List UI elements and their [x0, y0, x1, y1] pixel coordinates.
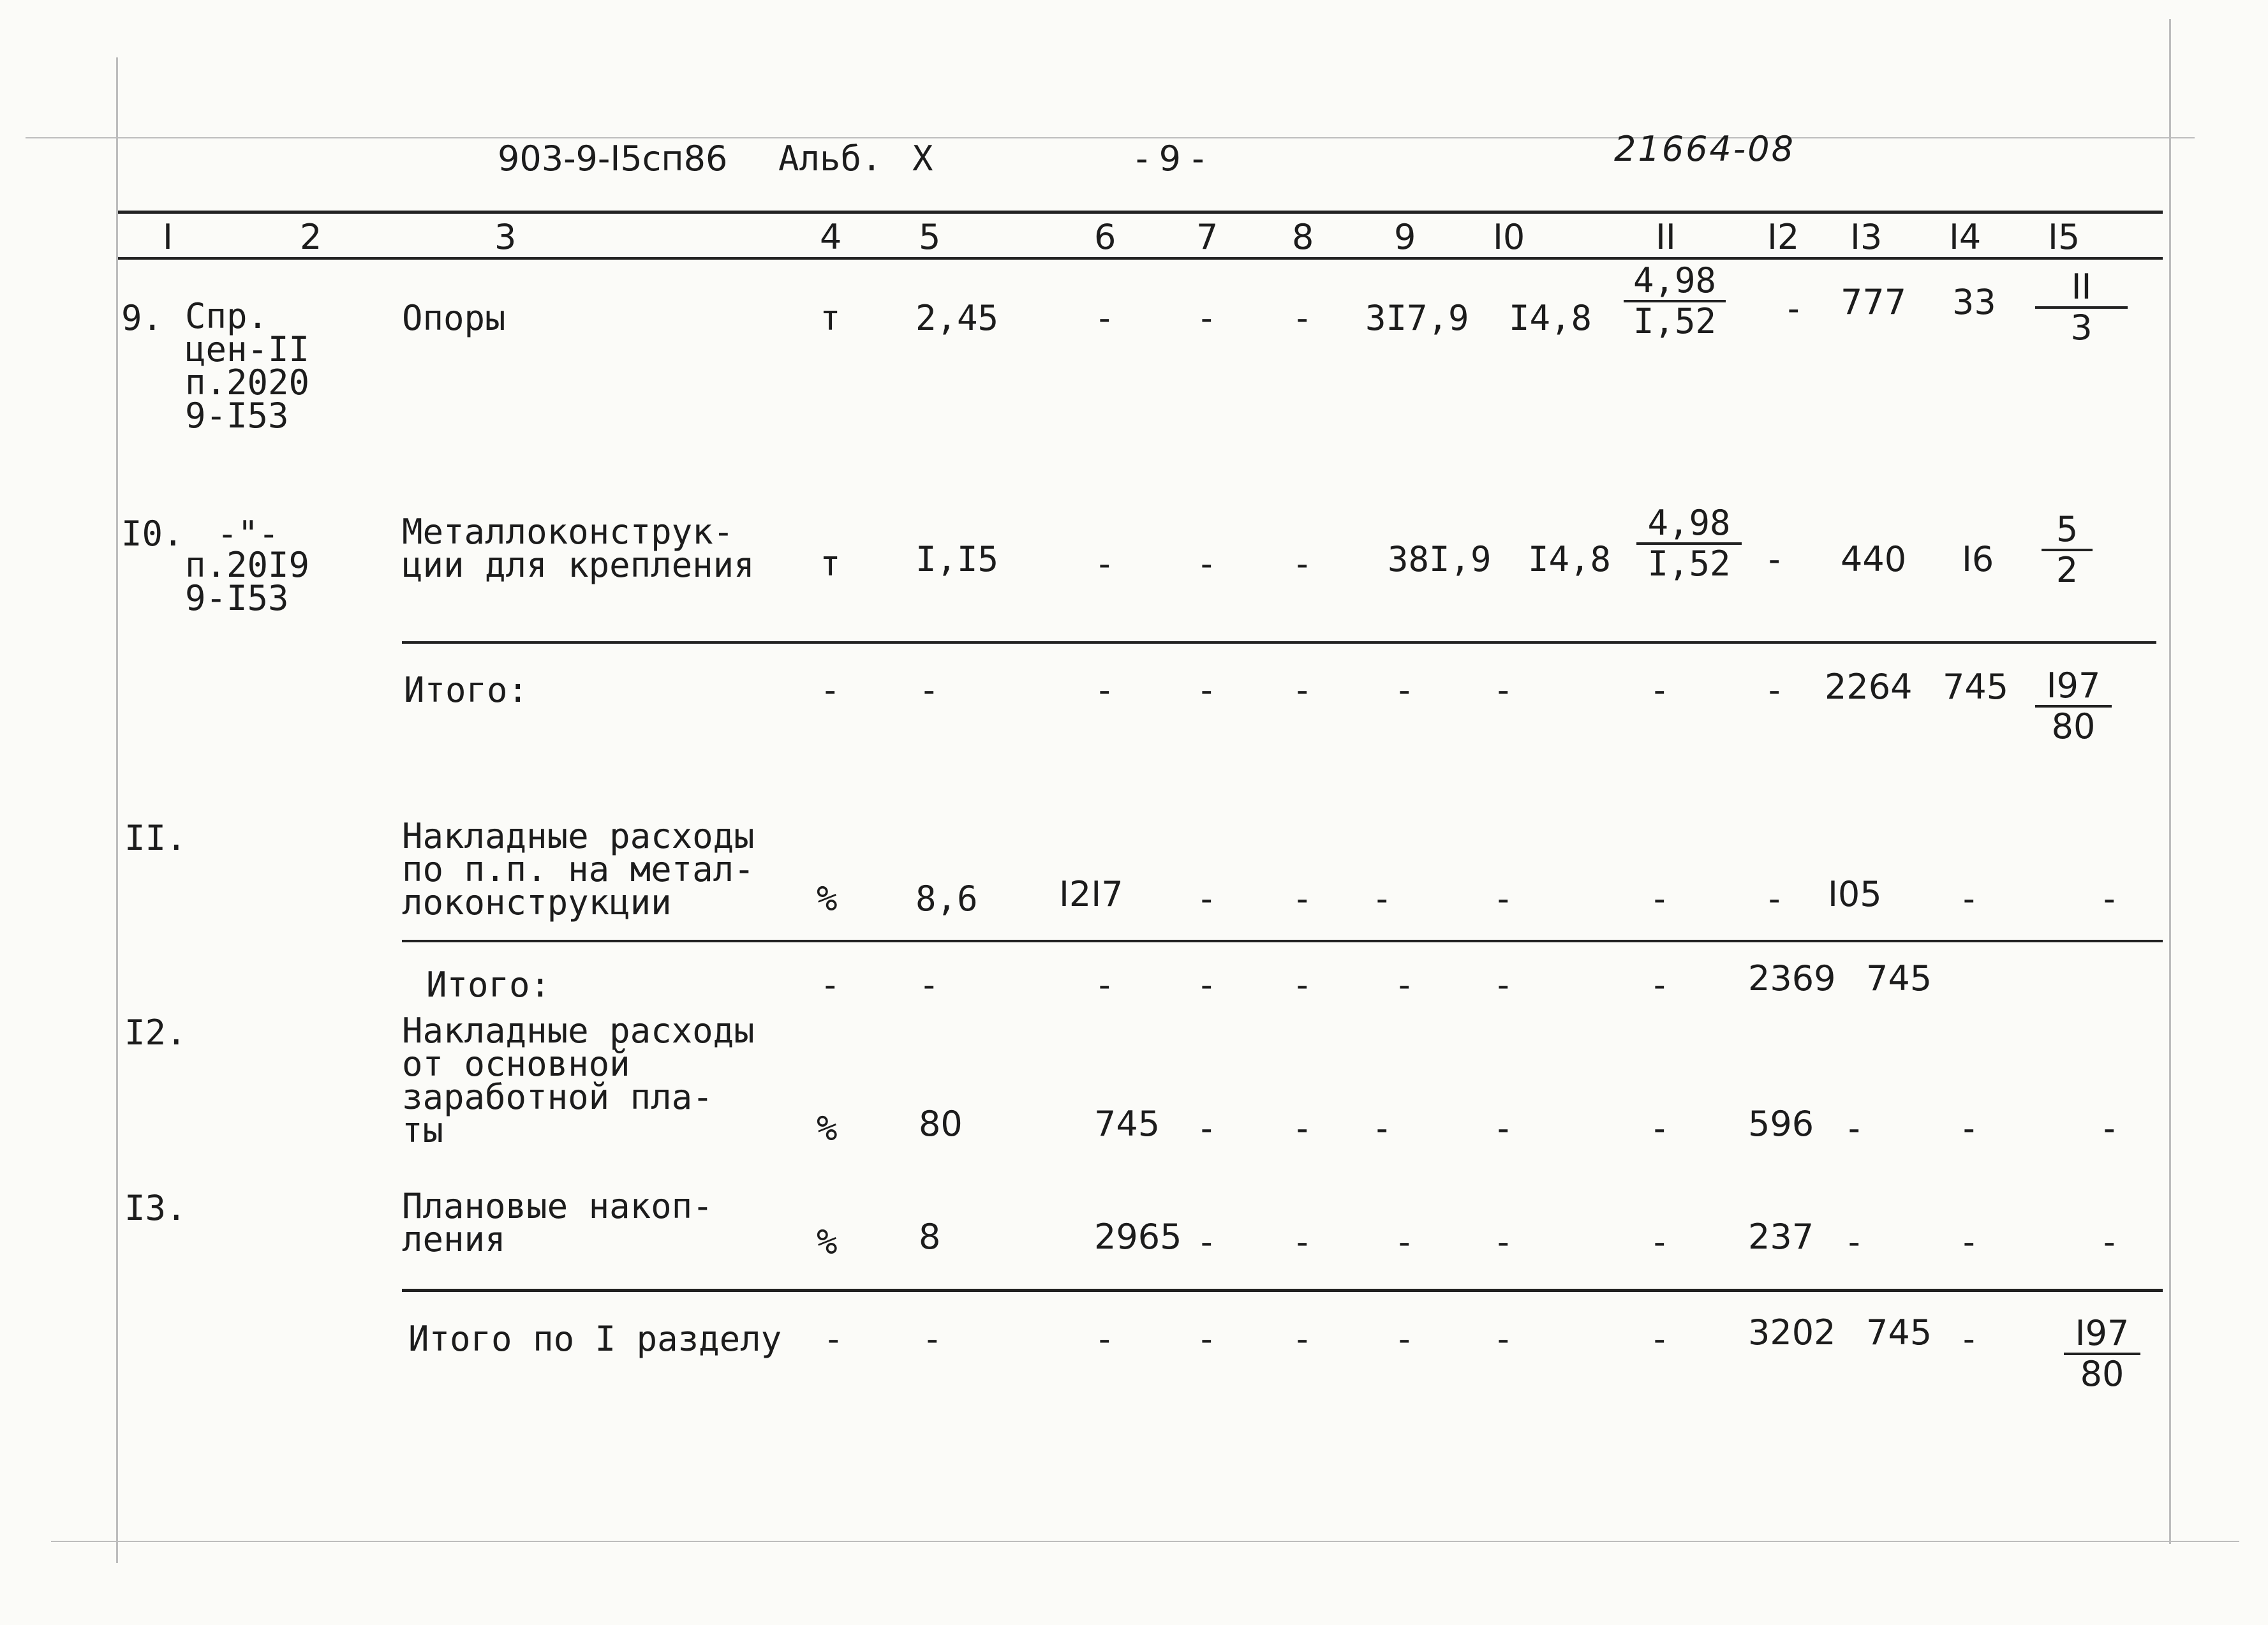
- cell-6: I2I7: [1059, 874, 1123, 914]
- cell-12: -: [1764, 670, 1785, 710]
- cell-5: -: [919, 670, 940, 710]
- cell-13: -: [1844, 1108, 1865, 1148]
- section-total-label: Итого по I разделу: [408, 1319, 782, 1359]
- cell-7: -: [1196, 1319, 1217, 1359]
- item-name: Накладные расходы от основной заработной пла- ты: [402, 1011, 755, 1150]
- fraction-denominator: 80: [2051, 706, 2096, 746]
- cell-14: -: [1959, 879, 1980, 919]
- unit: т: [820, 298, 841, 338]
- cell-8: -: [1292, 1319, 1313, 1359]
- rate: 80: [919, 1104, 963, 1144]
- price-reference: Спр. цен-II п.2020 9-I53: [185, 296, 310, 436]
- cell-7: -: [1196, 879, 1217, 919]
- cell-9: -: [1394, 965, 1415, 1005]
- cell-4: -: [820, 670, 841, 710]
- col-9: 9: [1394, 217, 1416, 257]
- cell-10: -: [1493, 879, 1514, 919]
- cell-13: 440: [1841, 539, 1907, 579]
- subtotal-rule-2: [402, 940, 2163, 942]
- cell-10: -: [1493, 1108, 1514, 1148]
- col-11: II: [1656, 217, 1676, 257]
- cell-14: 745: [1943, 667, 2009, 707]
- fraction-numerator: II: [2035, 268, 2128, 309]
- cell-12: -: [1764, 539, 1785, 579]
- cell-14: I6: [1962, 539, 1994, 579]
- cell-8: -: [1292, 879, 1313, 919]
- right-margin-line: [2169, 19, 2171, 1544]
- cell-4: -: [823, 1319, 844, 1359]
- subtotal-label: Итого:: [426, 965, 551, 1005]
- fraction-numerator: I97: [2035, 667, 2112, 708]
- row-number: I3.: [124, 1188, 187, 1228]
- price-reference: п.20I9 9-I53: [185, 545, 310, 618]
- inventory-number: 21664-08: [1614, 129, 1795, 169]
- album-label: Альб.: [778, 138, 882, 179]
- fraction-numerator: 5: [2042, 510, 2093, 551]
- cell-13: 745: [1866, 1312, 1932, 1353]
- cell-5: -: [919, 965, 940, 1005]
- quantity: 2,45: [915, 298, 999, 338]
- cell-9: 3I7,9: [1365, 298, 1469, 338]
- cell-9: -: [1372, 879, 1393, 919]
- left-margin-line: [116, 57, 118, 1563]
- unit: т: [820, 544, 841, 584]
- cell-7: -: [1196, 1108, 1217, 1148]
- cell-11: -: [1649, 670, 1670, 710]
- col-13: I3: [1850, 217, 1883, 257]
- col-10: I0: [1493, 217, 1525, 257]
- cell-15-fraction: [2064, 1314, 2140, 1393]
- col-12: I2: [1767, 217, 1800, 257]
- unit: %: [817, 1222, 838, 1262]
- cell-6: 2965: [1094, 1217, 1182, 1257]
- col-8: 8: [1292, 217, 1314, 257]
- cell-10: -: [1493, 1222, 1514, 1262]
- unit: %: [817, 1108, 838, 1148]
- cell-9: 38I,9: [1388, 539, 1492, 579]
- row-number: 9.: [121, 298, 163, 338]
- cell-14: -: [1959, 1108, 1980, 1148]
- cell-15: -: [2099, 1222, 2120, 1262]
- col-7: 7: [1196, 217, 1219, 257]
- cell-12: -: [1764, 879, 1785, 919]
- cell-7: -: [1196, 670, 1217, 710]
- cell-4: -: [820, 965, 841, 1005]
- cell-6: -: [1094, 298, 1115, 338]
- doc-code: 903-9-I5сп86: [498, 138, 728, 179]
- col-3: 3: [494, 217, 517, 257]
- cell-6: -: [1094, 670, 1115, 710]
- page-number: - 9 -: [1136, 138, 1204, 179]
- row-number: II.: [124, 818, 187, 858]
- row-number: I0.: [121, 514, 184, 554]
- cell-9: -: [1394, 670, 1415, 710]
- header-bottom-rule: [118, 257, 2163, 260]
- cell-15: -: [2099, 1108, 2120, 1148]
- cell-8: -: [1292, 670, 1313, 710]
- cell-14: -: [1959, 1319, 1980, 1359]
- cell-8: -: [1292, 544, 1313, 584]
- cell-10: -: [1493, 1319, 1514, 1359]
- fraction-denominator: 80: [2080, 1354, 2124, 1394]
- cell-13: -: [1844, 1222, 1865, 1262]
- cell-8: -: [1292, 298, 1313, 338]
- fraction-denominator: 3: [2070, 308, 2093, 348]
- cell-6: -: [1094, 965, 1115, 1005]
- cell-8: -: [1292, 1222, 1313, 1262]
- cell-11-fraction: [1636, 504, 1742, 583]
- cell-10: I4,8: [1528, 539, 1612, 579]
- cell-15: -: [2099, 879, 2120, 919]
- cell-13: 745: [1866, 958, 1932, 998]
- cell-13: 2264: [1825, 667, 1913, 707]
- cell-11: -: [1649, 879, 1670, 919]
- top-edge-line: [26, 137, 2195, 138]
- cell-6: 745: [1094, 1104, 1160, 1144]
- col-15: I5: [2048, 217, 2080, 257]
- cell-10: I4,8: [1509, 298, 1592, 338]
- cell-15-fraction: [2042, 510, 2093, 590]
- subtotal-rule-1: [402, 641, 2156, 644]
- cell-7: -: [1196, 1222, 1217, 1262]
- col-2: 2: [300, 217, 322, 257]
- bottom-edge-line: [51, 1541, 2239, 1542]
- cell-15-fraction: [2035, 268, 2128, 347]
- col-6: 6: [1094, 217, 1116, 257]
- row-number: I2.: [124, 1013, 187, 1053]
- col-4: 4: [820, 217, 842, 257]
- quantity: I,I5: [915, 539, 999, 579]
- ditto-mark: -"-: [217, 514, 279, 554]
- cell-8: -: [1292, 965, 1313, 1005]
- col-14: I4: [1949, 217, 1982, 257]
- item-name: Опоры: [402, 298, 506, 338]
- cell-9: -: [1394, 1319, 1415, 1359]
- cell-14: -: [1959, 1222, 1980, 1262]
- cell-13: 777: [1841, 282, 1907, 322]
- fraction-numerator: 4,98: [1636, 504, 1742, 545]
- cell-11: -: [1649, 965, 1670, 1005]
- cell-12: 2369: [1748, 958, 1836, 998]
- fraction-denominator: 2: [2056, 550, 2079, 590]
- cell-11-fraction: [1624, 262, 1726, 341]
- item-name: Металлоконструк- ции для крепления: [402, 512, 755, 585]
- item-name: Плановые накоп- ления: [402, 1186, 713, 1259]
- fraction-numerator: 4,98: [1624, 262, 1726, 302]
- rate: 8: [919, 1217, 941, 1257]
- cell-11: -: [1649, 1319, 1670, 1359]
- cell-11: -: [1649, 1222, 1670, 1262]
- cell-10: -: [1493, 670, 1514, 710]
- album-number: X: [912, 138, 933, 179]
- cell-9: -: [1372, 1108, 1393, 1148]
- cell-12: 237: [1748, 1217, 1814, 1257]
- cell-12: 596: [1748, 1104, 1814, 1144]
- cell-12: 3202: [1748, 1312, 1836, 1353]
- cell-12: -: [1783, 288, 1804, 329]
- cell-15-fraction: [2035, 667, 2112, 746]
- item-name: Накладные расходы по п.п. на метал- локонструкции: [402, 816, 755, 923]
- header-top-rule: [118, 211, 2163, 214]
- cell-11: -: [1649, 1108, 1670, 1148]
- cell-9: -: [1394, 1222, 1415, 1262]
- col-1: I: [163, 217, 173, 257]
- cell-5: -: [922, 1319, 943, 1359]
- section-total-rule: [402, 1289, 2163, 1292]
- cell-7: -: [1196, 544, 1217, 584]
- unit: %: [817, 879, 838, 919]
- cell-14: 33: [1952, 282, 1996, 322]
- cell-6: -: [1094, 544, 1115, 584]
- cell-7: -: [1196, 298, 1217, 338]
- rate: 8,6: [915, 879, 978, 919]
- cell-10: -: [1493, 965, 1514, 1005]
- col-5: 5: [919, 217, 941, 257]
- cell-13: I05: [1828, 874, 1882, 914]
- fraction-denominator: I,52: [1633, 301, 1717, 341]
- cell-8: -: [1292, 1108, 1313, 1148]
- cell-7: -: [1196, 965, 1217, 1005]
- cell-6: -: [1094, 1319, 1115, 1359]
- fraction-numerator: I97: [2064, 1314, 2140, 1355]
- fraction-denominator: I,52: [1647, 544, 1731, 584]
- subtotal-label: Итого:: [404, 670, 529, 710]
